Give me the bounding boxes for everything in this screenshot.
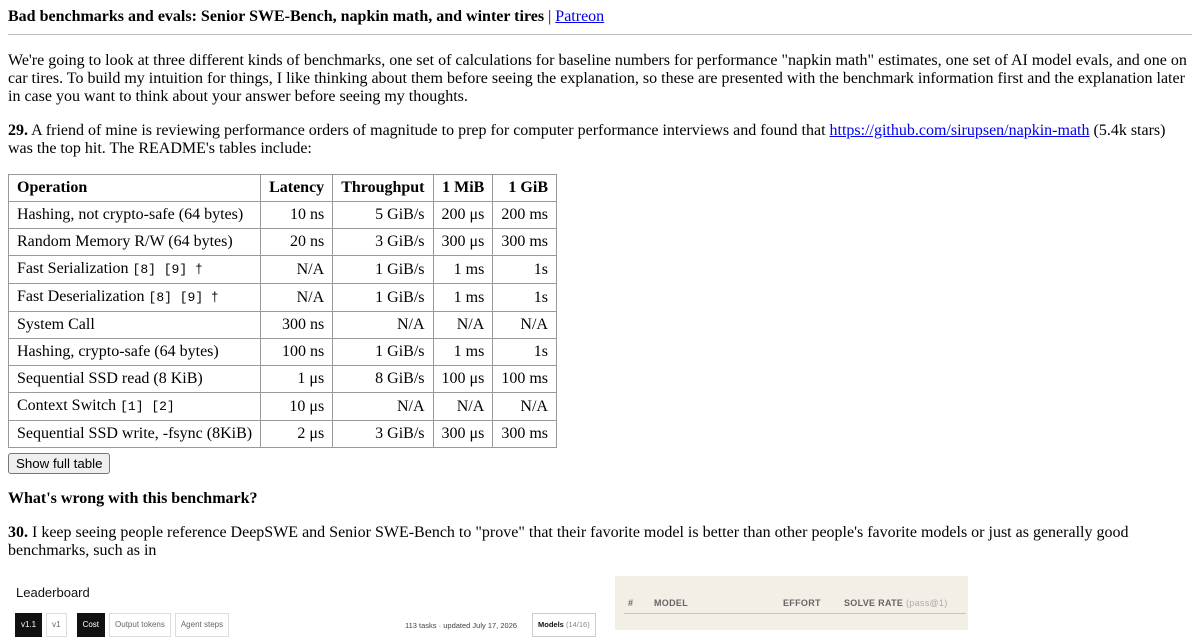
- tab-cost: Cost: [77, 613, 105, 637]
- operation-name: System Call: [17, 316, 95, 333]
- table-row: [9, 202, 557, 229]
- throughput-cell: 1 GiB/s: [333, 339, 433, 366]
- 1mib-cell: 1 ms: [433, 256, 493, 284]
- table-row: [9, 229, 557, 256]
- table-header-row: [9, 175, 557, 202]
- operation-name: Hashing, crypto-safe (64 bytes): [17, 343, 219, 360]
- table-row: [9, 393, 557, 421]
- table-row: [9, 312, 557, 339]
- 1mib-cell: 100 μs: [433, 366, 493, 393]
- operation-name: Hashing, not crypto-safe (64 bytes): [17, 206, 244, 223]
- reference-markers: [1] [2]: [120, 399, 175, 414]
- latency-cell: N/A: [261, 284, 333, 312]
- question-number: 30.: [8, 524, 28, 541]
- operation-name: Fast Deserialization: [17, 288, 145, 305]
- column-header-effort: EFFORT: [783, 598, 821, 608]
- operation-name: Random Memory R/W (64 bytes): [17, 233, 233, 250]
- column-header-model: MODEL: [654, 598, 688, 608]
- leaderboard-tabs: [15, 613, 229, 637]
- 1gib-cell: 300 ms: [493, 421, 557, 448]
- table-row: [9, 421, 557, 448]
- leaderboard-title: Leaderboard: [16, 585, 90, 600]
- question-30: [8, 524, 1192, 560]
- header-divider: [8, 34, 1192, 35]
- 1mib-cell: N/A: [433, 393, 493, 421]
- operation-name: Fast Serialization: [17, 260, 129, 277]
- throughput-cell: 1 GiB/s: [333, 284, 433, 312]
- leaderboard-meta: [405, 617, 517, 635]
- column-header-1gib: 1 GiB: [493, 175, 557, 202]
- column-header-1mib: 1 MiB: [433, 175, 493, 202]
- page-title: Bad benchmarks and evals: Senior SWE-Bench, napkin math, and winter tires: [8, 8, 545, 25]
- operation-cell: [9, 421, 261, 448]
- tab-v1: v1: [46, 613, 66, 637]
- latency-cell: 20 ns: [261, 229, 333, 256]
- leaderboard-screenshot: [8, 576, 600, 630]
- operation-cell: [9, 393, 261, 421]
- models-label: Models: [538, 620, 564, 629]
- throughput-cell: N/A: [333, 312, 433, 339]
- operation-cell: [9, 366, 261, 393]
- latency-cell: 1 μs: [261, 366, 333, 393]
- solve-rate-label: SOLVE RATE: [844, 598, 904, 608]
- 1gib-cell: 200 ms: [493, 202, 557, 229]
- updated-date: · updated July 17, 2026: [438, 621, 518, 630]
- latency-cell: 100 ns: [261, 339, 333, 366]
- table-row: [9, 366, 557, 393]
- reference-markers: [8] [9] †: [132, 262, 203, 277]
- column-header-latency: Latency: [261, 175, 333, 202]
- operation-cell: [9, 229, 261, 256]
- 1gib-cell: N/A: [493, 393, 557, 421]
- 1mib-cell: 1 ms: [433, 284, 493, 312]
- latency-cell: 2 μs: [261, 421, 333, 448]
- intro-paragraph: We're going to look at three different kinds of benchmarks, one set of calculations for baseline numbers for performance "napkin math" estimates, one set of AI model evals, and one on car tires. To build my intuition for things, I like thinking about them before seeing the explanation, so these are presented with the benchmark information first and the explanation later in case you want to think about your answer before seeing my thoughts.: [8, 52, 1187, 105]
- napkin-math-link[interactable]: https://github.com/sirupsen/napkin-math: [829, 122, 1090, 139]
- 1mib-cell: 1 ms: [433, 339, 493, 366]
- benchmark-table: [8, 174, 557, 448]
- throughput-cell: 5 GiB/s: [333, 202, 433, 229]
- reference-markers: [8] [9] †: [148, 290, 219, 305]
- throughput-cell: 3 GiB/s: [333, 421, 433, 448]
- operation-cell: [9, 312, 261, 339]
- operation-cell: [9, 339, 261, 366]
- table-row: [9, 256, 557, 284]
- solve-rate-sub: (pass@1): [905, 598, 948, 608]
- operation-name: Sequential SSD write, -fsync (8KiB): [17, 425, 253, 442]
- operation-cell: [9, 284, 261, 312]
- table-row: [9, 339, 557, 366]
- 1gib-cell: 1s: [493, 256, 557, 284]
- throughput-cell: 3 GiB/s: [333, 229, 433, 256]
- column-header-throughput: Throughput: [333, 175, 433, 202]
- models-count: (14/16): [565, 620, 590, 629]
- 1mib-cell: 300 μs: [433, 421, 493, 448]
- operation-cell: [9, 202, 261, 229]
- 1gib-cell: 300 ms: [493, 229, 557, 256]
- tab-v1-1: v1.1: [15, 613, 42, 637]
- patreon-link[interactable]: Patreon: [555, 8, 605, 25]
- latency-cell: N/A: [261, 256, 333, 284]
- column-header-hash: #: [628, 598, 634, 608]
- column-header-solve-rate: [844, 594, 948, 612]
- latency-cell: 10 μs: [261, 393, 333, 421]
- task-count: 113 tasks: [405, 621, 437, 630]
- throughput-cell: N/A: [333, 393, 433, 421]
- 1mib-cell: 200 μs: [433, 202, 493, 229]
- 1mib-cell: N/A: [433, 312, 493, 339]
- latency-cell: 10 ns: [261, 202, 333, 229]
- solve-rate-screenshot: [615, 576, 968, 630]
- 1gib-cell: 1s: [493, 339, 557, 366]
- header-divider: [624, 613, 966, 614]
- throughput-cell: 8 GiB/s: [333, 366, 433, 393]
- operation-name: Context Switch: [17, 397, 117, 414]
- operation-cell: [9, 256, 261, 284]
- table-row: [9, 284, 557, 312]
- title-separator: |: [548, 8, 552, 25]
- latency-cell: 300 ns: [261, 312, 333, 339]
- tab-output-tokens: Output tokens: [109, 613, 171, 637]
- column-header-operation: Operation: [9, 175, 261, 202]
- question-number: 29.: [8, 122, 28, 139]
- 1gib-cell: 100 ms: [493, 366, 557, 393]
- section-heading: What's wrong with this benchmark?: [8, 490, 258, 507]
- header: [8, 8, 604, 26]
- 1gib-cell: 1s: [493, 284, 557, 312]
- tab-agent-steps: Agent steps: [175, 613, 229, 637]
- question-text: A friend of mine is reviewing performance orders of magnitude to prep for computer performance interviews and found that: [31, 122, 826, 139]
- question-text: I keep seeing people reference DeepSWE and Senior SWE-Bench to "prove" that their favorite model is better than other people's favorite models or just as generally good benchmarks, such as in: [8, 524, 1129, 559]
- operation-name: Sequential SSD read (8 KiB): [17, 370, 203, 387]
- question-29: [8, 122, 1192, 158]
- 1gib-cell: N/A: [493, 312, 557, 339]
- 1mib-cell: 300 μs: [433, 229, 493, 256]
- models-filter: [532, 613, 596, 637]
- throughput-cell: 1 GiB/s: [333, 256, 433, 284]
- question-text-after: (5.4k stars) was the top hit. The README's tables include:: [8, 122, 1166, 157]
- show-full-table-button[interactable]: Show full table: [8, 453, 110, 474]
